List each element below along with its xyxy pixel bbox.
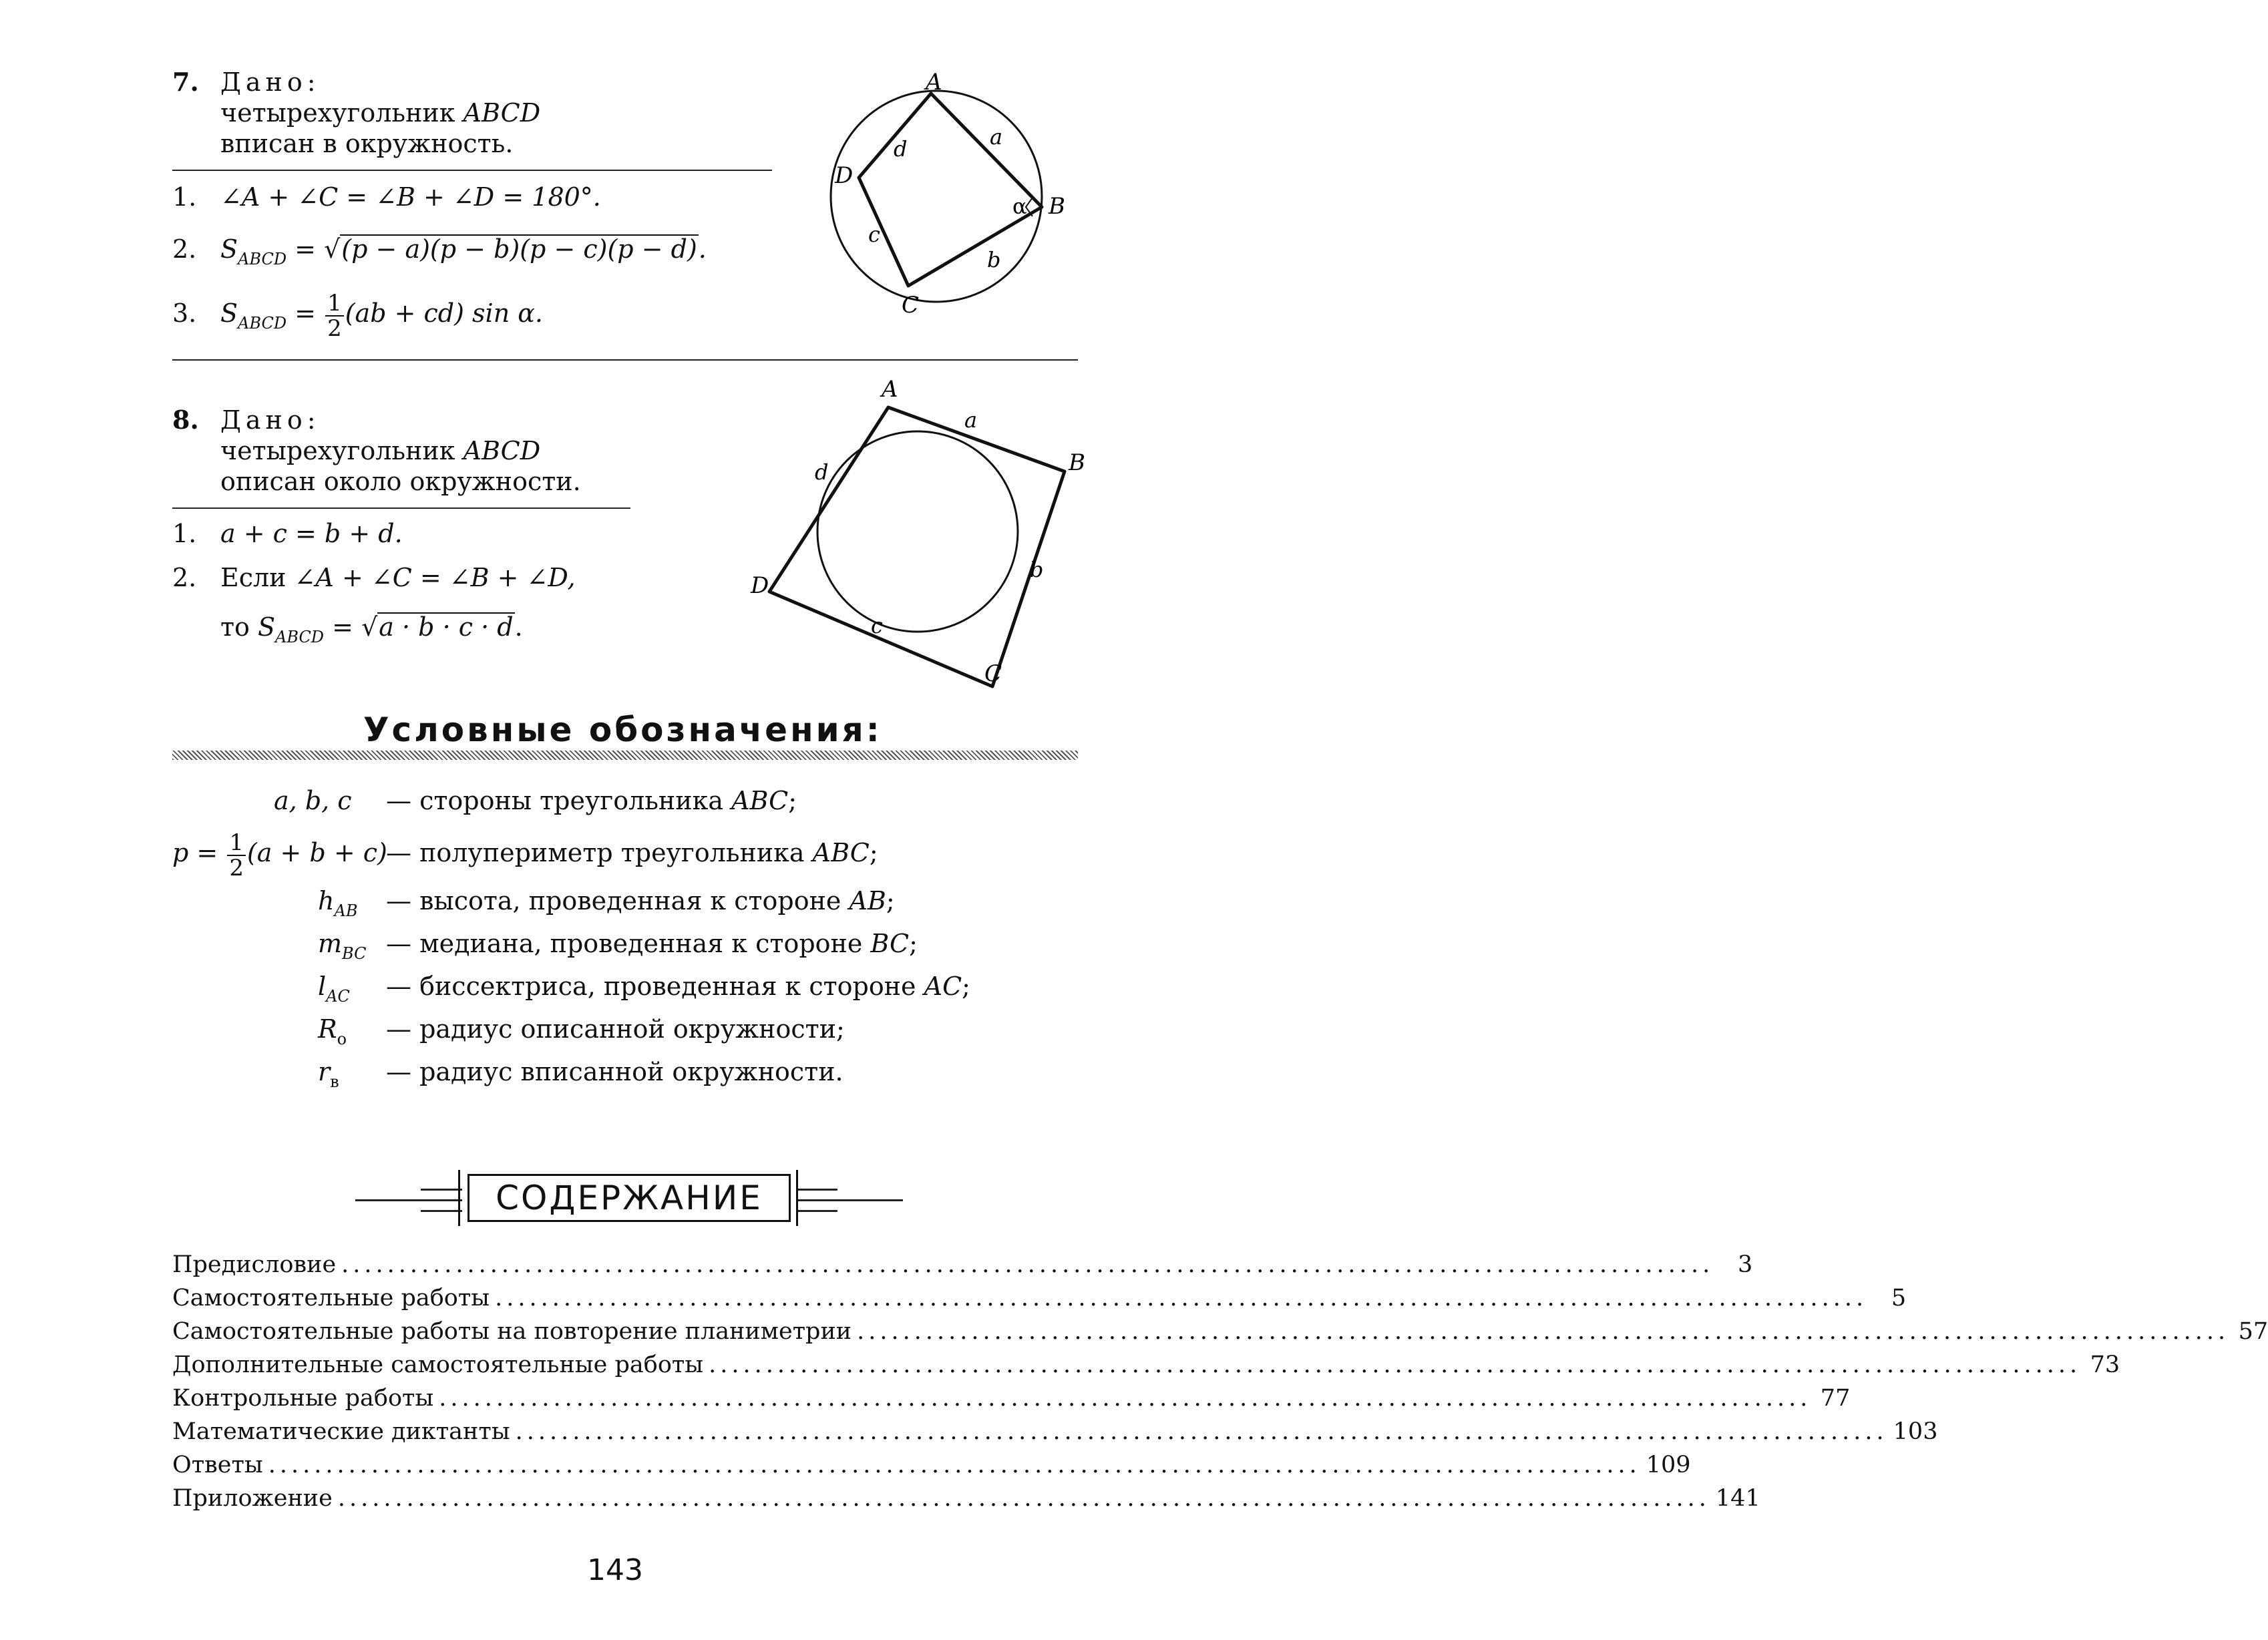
problem-8-formula-2: Если ∠A + ∠C = ∠B + ∠D, <box>220 563 576 592</box>
problem-8-line2: описан около окружности. <box>220 467 581 496</box>
problem-7-formula-2-number: 2. <box>172 234 197 264</box>
toc-entry[interactable]: Дополнительные самостоятельные работы ........................................................................................................................ 73 <box>172 1349 1078 1381</box>
section-divider <box>172 359 1078 361</box>
toc-rule-right-upper <box>796 1189 837 1191</box>
toc-entry[interactable]: Предисловие ........................................................................................................................ 3 <box>172 1249 1078 1281</box>
label-vertex-c: C <box>902 292 920 319</box>
legend-heading-rule <box>172 751 1078 760</box>
label-vertex-b: B <box>1049 193 1065 220</box>
problem-8-number: 8. <box>172 405 199 435</box>
toc-entry[interactable]: Самостоятельные работы ........................................................................................................................ 5 <box>172 1282 1078 1314</box>
toc-leader-dots: ........................................................................................................................ <box>341 1251 1714 1278</box>
label-vertex-d: D <box>751 572 769 599</box>
label-side-d: d <box>894 136 908 162</box>
toc-leader-dots: ........................................................................................................................ <box>495 1285 1868 1311</box>
problem-7-formula-2: $S_{ABCD} = √(p - a)(p - b)(p - c)(p - d)$. <box>220 234 707 268</box>
radicand: (p − a)(p − b)(p − c)(p − d) <box>341 234 697 264</box>
toc-title-bracket-right <box>796 1170 798 1226</box>
label-side-c: c <box>868 222 880 247</box>
incircle <box>817 431 1018 632</box>
problem-7-formula-3-number: 3. <box>172 298 197 328</box>
toc-rule-left-lower <box>421 1210 462 1212</box>
toc-leader-dots: ........................................................................................................................ <box>709 1352 2082 1378</box>
quadrilateral-abcd <box>859 93 1042 286</box>
label-vertex-a: A <box>882 376 898 403</box>
toc-leader-dots: ........................................................................................................................ <box>439 1385 1812 1412</box>
problem-7-formula-1: ∠A + ∠C = ∠B + ∠D = 180°. <box>220 182 601 212</box>
label-side-a: a <box>964 407 978 433</box>
page-number: 143 <box>587 1553 643 1587</box>
label-side-c: c <box>871 613 883 638</box>
radicand: a · b · c · d <box>379 612 514 642</box>
toc-entry[interactable]: Ответы ........................................................................................................................ 109 <box>172 1449 1078 1481</box>
problem-8-formula-1: a + c = b + d. <box>220 519 403 548</box>
fraction-half: $\frac{1}{2}$ <box>325 291 344 341</box>
toc-rule-right-lower <box>796 1210 837 1212</box>
label-side-d: d <box>815 459 829 485</box>
sqrt-symbol: √ <box>361 612 378 642</box>
inscribed-quadrilateral-figure <box>815 69 1082 321</box>
toc-rule-left-upper <box>421 1189 462 1191</box>
toc-entry[interactable]: Приложение ........................................................................................................................ 141 <box>172 1482 1078 1514</box>
toc-entry[interactable]: Математические диктанты ........................................................................................................................ 103 <box>172 1416 1078 1448</box>
problem-8-formula-1-number: 1. <box>172 519 197 548</box>
toc-entry[interactable]: Контрольные работы ........................................................................................................................ 77 <box>172 1382 1078 1414</box>
problem-7-formula-3: $S_{ABCD}$ = $\frac{1}{2}$ (ab + cd) sin α. <box>220 289 543 342</box>
problem-8-formula-3: то $S_{ABCD} = √a \cdot b \cdot c \cdot d$. <box>220 612 523 646</box>
problem-7-formula-1-number: 1. <box>172 182 197 212</box>
problem-7-line2: вписан в окружность. <box>220 129 514 158</box>
toc-rule-right <box>796 1199 903 1201</box>
problem-8-given: Дано: <box>220 405 321 435</box>
label-side-b: b <box>1030 557 1044 582</box>
circumscribed-quadrilateral-figure <box>741 376 1102 693</box>
problem-7-line1: четырехугольник ABCD <box>220 98 541 128</box>
legend-heading: Условные обозначения: <box>363 710 882 749</box>
sqrt-symbol: √ <box>324 234 341 264</box>
legend-row: p = $\frac{1}{2}$ (a + b + c) — полупериметр треугольника ABC; <box>172 829 878 881</box>
toc-leader-dots: ........................................................................................................................ <box>337 1485 1710 1512</box>
label-vertex-c: C <box>984 660 1002 687</box>
label-side-b: b <box>987 247 1001 272</box>
quadrilateral-abcd <box>769 407 1065 686</box>
label-angle-alpha: α <box>1012 194 1027 219</box>
problem-7-given: Дано: <box>220 67 321 97</box>
toc-rule-left <box>355 1199 462 1201</box>
problem-7-divider <box>172 170 772 171</box>
label-side-a: a <box>990 124 1003 150</box>
toc-leader-dots: ........................................................................................................................ <box>857 1318 2230 1345</box>
toc-leader-dots: ........................................................................................................................ <box>515 1418 1888 1445</box>
fraction-half: $\frac{1}{2}$ <box>227 831 246 880</box>
toc-title-bracket-left <box>458 1170 460 1226</box>
toc-leader-dots: ........................................................................................................................ <box>268 1452 1641 1478</box>
label-vertex-b: B <box>1069 449 1085 476</box>
toc-entry[interactable]: Самостоятельные работы на повторение планиметрии ........................................................................................................................ 57 <box>172 1315 1078 1348</box>
problem-8-line1: четырехугольник ABCD <box>220 436 541 465</box>
problem-8-formula-2-number: 2. <box>172 563 197 592</box>
problem-7-number: 7. <box>172 67 199 97</box>
label-vertex-a: A <box>926 69 942 95</box>
label-vertex-d: D <box>835 162 854 189</box>
toc-title: СОДЕРЖАНИЕ <box>467 1174 791 1222</box>
problem-8-divider <box>172 507 630 509</box>
